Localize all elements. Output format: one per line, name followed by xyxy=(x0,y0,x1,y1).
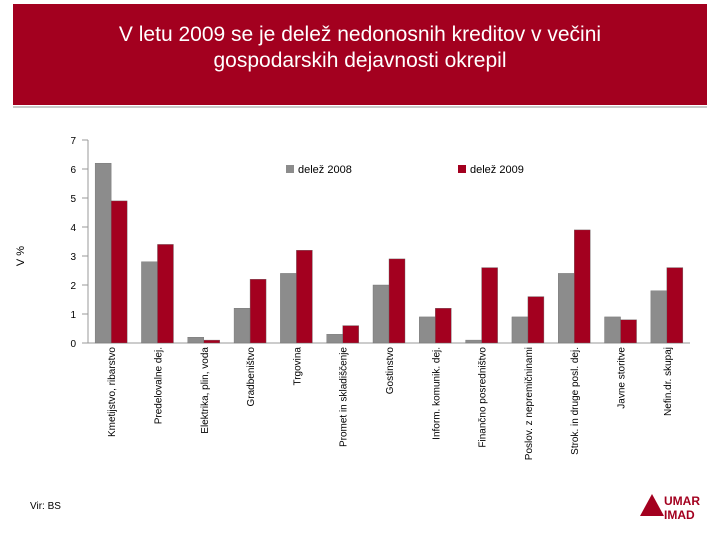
bar-2009 xyxy=(296,250,312,343)
bar-2008 xyxy=(651,291,667,343)
legend-swatch xyxy=(286,165,294,173)
logo-line-2: IMAD xyxy=(664,508,695,522)
bar-2008 xyxy=(605,317,621,343)
bar-2009 xyxy=(204,340,220,343)
bar-2009 xyxy=(482,268,498,343)
y-tick-label: 2 xyxy=(70,281,76,292)
title-line-1: V letu 2009 se je delež nedonosnih kreditov v večini xyxy=(118,23,602,46)
bar-2008 xyxy=(512,317,528,343)
bar-2008 xyxy=(95,163,111,343)
y-tick-label: 5 xyxy=(70,194,76,205)
bar-2008 xyxy=(141,262,157,343)
bar-2008 xyxy=(558,273,574,343)
legend-swatch xyxy=(458,165,466,173)
bar-2009 xyxy=(574,230,590,343)
x-category-label: Kmetijstvo, ribarstvo xyxy=(107,347,119,438)
bar-2009 xyxy=(157,244,173,343)
y-tick-label: 3 xyxy=(70,252,76,263)
x-category-label: Predelovalne dej. xyxy=(153,347,165,425)
x-category-label: Nefin.dr. skupaj xyxy=(662,347,674,416)
source-note: Vir: BS xyxy=(30,501,61,512)
logo-mark xyxy=(640,494,664,516)
bar-2008 xyxy=(419,317,435,343)
y-axis-label: V % xyxy=(15,245,27,267)
y-tick-label: 4 xyxy=(70,223,76,234)
bar-2008 xyxy=(373,285,389,343)
y-tick-label: 7 xyxy=(70,136,76,147)
x-category-label: Strok. in druge posl. dej. xyxy=(570,347,582,455)
bar-2008 xyxy=(327,334,343,343)
bar-2009 xyxy=(667,268,683,343)
y-tick-label: 6 xyxy=(70,165,76,176)
bar-2009 xyxy=(621,320,637,343)
x-category-label: Javne storitve xyxy=(616,347,628,409)
bar-2008 xyxy=(234,308,250,343)
bar-2009 xyxy=(528,297,544,343)
bar-2008 xyxy=(466,340,482,343)
x-category-label: Gradbeništvo xyxy=(246,347,258,407)
x-category-label: Promet in skladiščenje xyxy=(338,347,350,448)
bar-2009 xyxy=(343,326,359,343)
bar-2008 xyxy=(280,273,296,343)
x-category-label: Trgovina xyxy=(292,347,304,386)
x-category-label: Inform. komunik. dej. xyxy=(431,347,443,440)
title-line-2: gospodarskih dejavnosti okrepil xyxy=(213,49,507,72)
legend-label: delež 2008 xyxy=(298,164,352,176)
x-category-label: Poslov. z nepremičninami xyxy=(523,347,535,461)
bar-2009 xyxy=(389,259,405,343)
x-category-label: Elektrika, plin, voda xyxy=(199,347,211,434)
bar-2009 xyxy=(111,201,127,343)
umar-logo xyxy=(640,490,710,524)
logo-line-1: UMAR xyxy=(664,494,700,508)
bar-2009 xyxy=(250,279,266,343)
y-tick-label: 0 xyxy=(70,339,76,350)
x-category-label: Finančno posredništvo xyxy=(477,347,489,448)
legend-label: delež 2009 xyxy=(470,164,524,176)
y-tick-label: 1 xyxy=(70,310,76,321)
x-category-label: Gostinstvo xyxy=(385,347,396,395)
bar-2009 xyxy=(435,308,451,343)
bar-2008 xyxy=(188,337,204,343)
